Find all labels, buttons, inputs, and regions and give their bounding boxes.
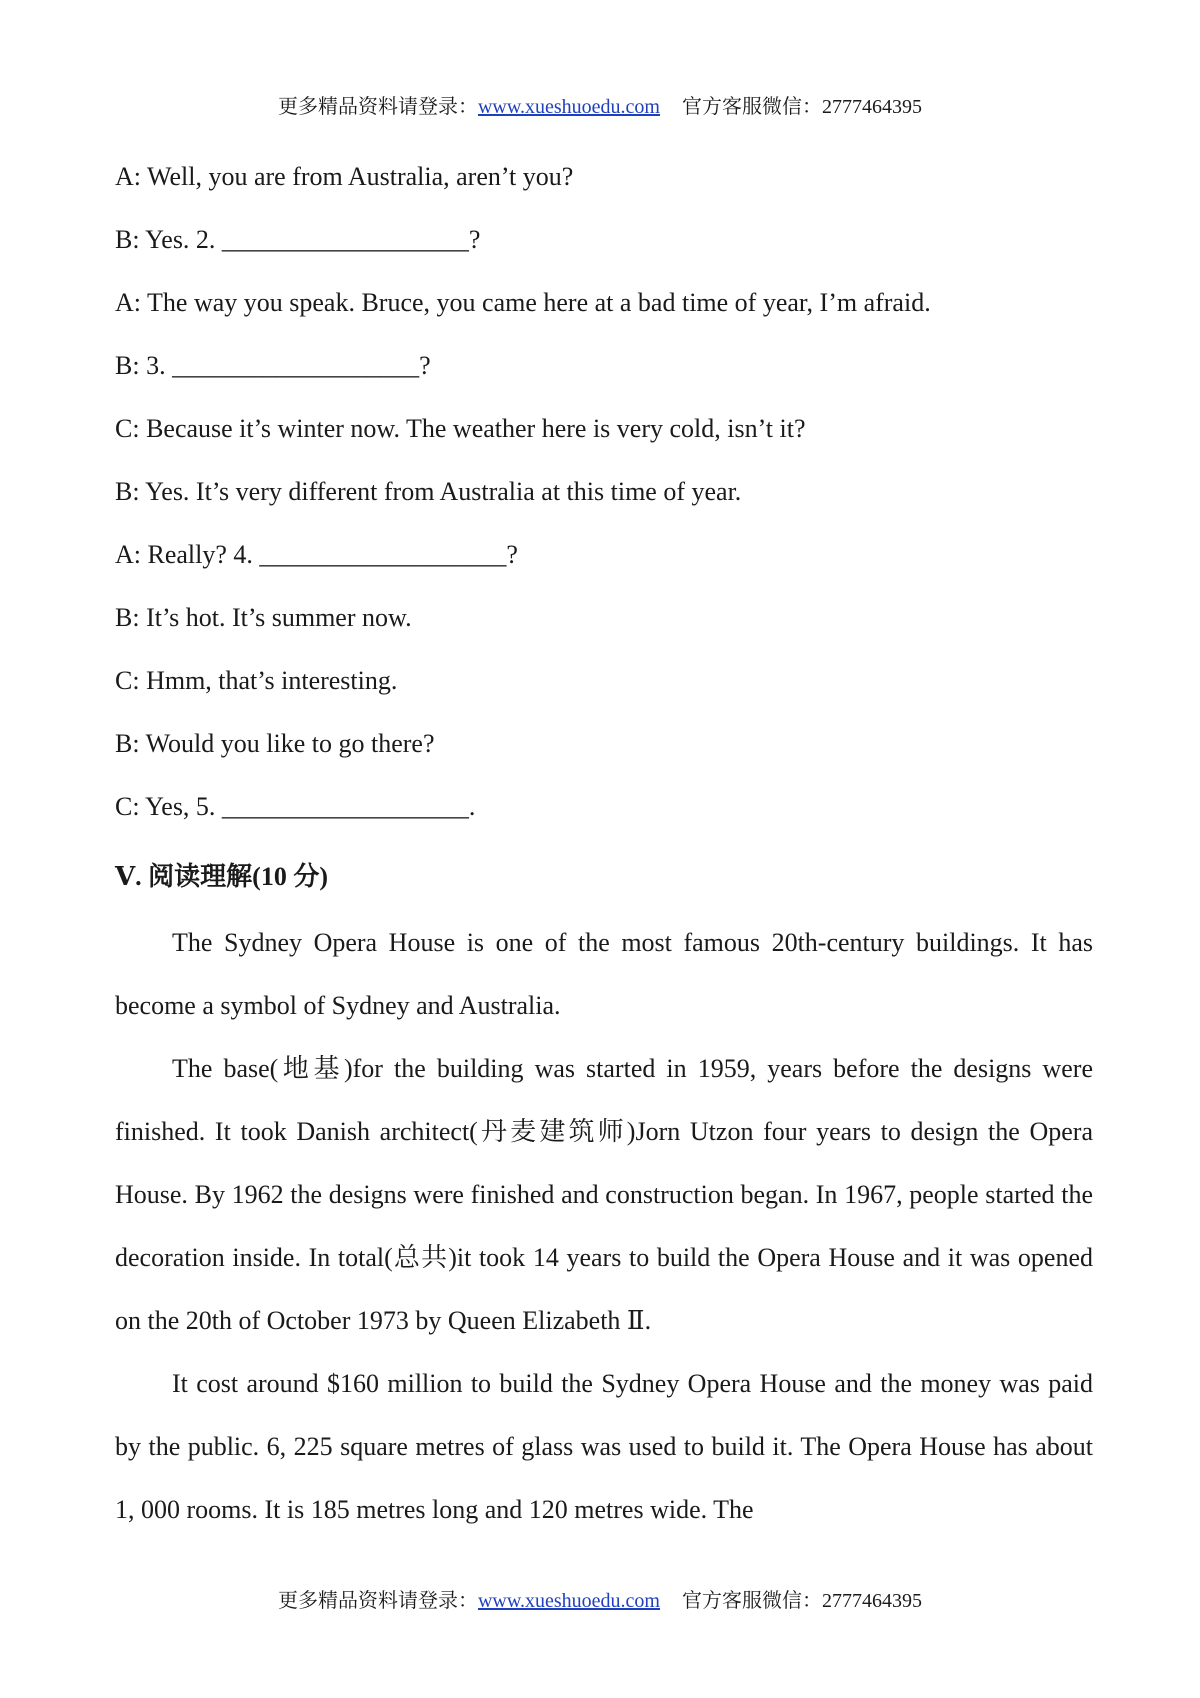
website-link[interactable]: www.xueshuoedu.com [477,1590,660,1612]
header-banner [0,90,1200,119]
section-heading: Ⅴ. 阅读理解(10 分) [115,862,328,891]
dialogue-line: C: Hmm, that’s interesting. [115,666,398,695]
banner-prefix: 更多精品资料请登录： [277,1590,478,1612]
dialogue-line: C: Yes, 5. ___________________. [115,792,476,821]
website-link[interactable]: www.xueshuoedu.com [477,96,660,118]
dialogue-line: A: Really? 4. ___________________? [115,540,518,569]
service-contact: 官方客服微信：2777464395 [682,96,922,118]
paragraph: It cost around $160 million to build the Sydney Opera House and the money was paid by the public. 6, 225 square metres of glass was used to build it. The Opera House has about 1, 000 rooms. It is 185 metres long and 120 metres wide. The [115,1369,1093,1524]
footer-banner [0,1584,1200,1613]
paragraph: The Sydney Opera House is one of the most famous 20th-century buildings. It has become a symbol of Sydney and Australia. [115,928,1093,1020]
dialogue-line: C: Because it’s winter now. The weather here is very cold, isn’t it? [115,414,806,443]
service-contact: 官方客服微信：2777464395 [682,1590,922,1612]
dialogue-line: B: Would you like to go there? [115,729,435,758]
banner-prefix: 更多精品资料请登录： [277,96,478,118]
paragraph: The base(地基)for the building was started in 1959, years before the designs were finished. It took Danish architect(丹麦建筑师)Jorn Utzon four years to design the Opera House. By 1962 the designs were finished and construction began. In 1967, people started the decoration inside. In total(总共)it took 14 years to build the Opera House and it was opened on the 20th of October 1973 by Queen Elizabeth Ⅱ. [115,1054,1093,1335]
dialogue-line: B: Yes. It’s very different from Australia at this time of year. [115,477,742,506]
dialogue-list [115,152,931,845]
dialogue-line: A: Well, you are from Australia, aren’t you? [115,162,574,191]
dialogue-line: B: It’s hot. It’s summer now. [115,603,412,632]
reading-passage [115,911,1093,1541]
dialogue-line: B: Yes. 2. ___________________? [115,225,481,254]
dialogue-line: A: The way you speak. Bruce, you came here at a bad time of year, I’m afraid. [115,288,931,317]
dialogue-line: B: 3. ___________________? [115,351,431,380]
